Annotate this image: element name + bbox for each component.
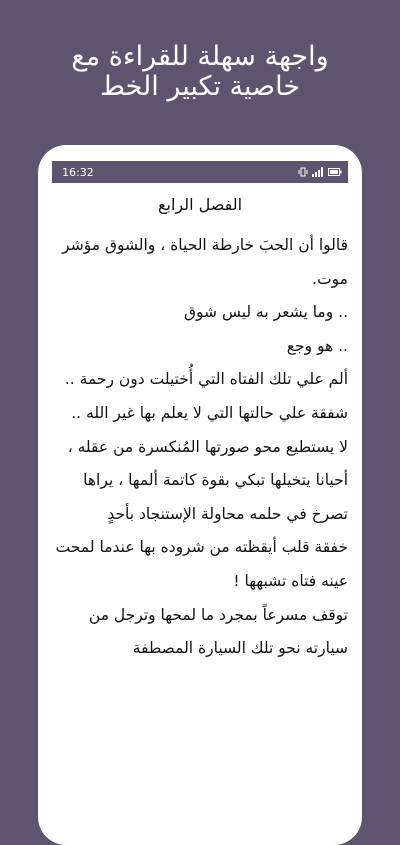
vibrate-icon (298, 167, 308, 177)
battery-icon (328, 167, 342, 177)
text-paragraph: .. وما يشعر به ليس شوق (184, 303, 348, 322)
status-icons (298, 167, 342, 177)
text-paragraph: ألم علي تلك الفتاه التي أُختيلت دون رحمة .. (64, 370, 348, 389)
chapter-title: الفصل الرابع (157, 195, 243, 214)
status-time: 16:32 (62, 165, 94, 179)
status-bar (52, 161, 348, 183)
promo-line-1: واجهة سهلة للقراءة مع (71, 41, 329, 72)
text-paragraph: توقف مسرعاً بمجرد ما لمحها وترجل من سيارته نحو تلك السيارة المصطفة (88, 605, 348, 658)
text-paragraph: .. هو وجع (286, 336, 348, 355)
phone-frame (38, 145, 362, 845)
text-paragraph: قالوا أن الحبَ خارطة الحياة ، والشوق مؤشر موت. (62, 236, 348, 288)
promo-headline (0, 42, 400, 102)
signal-icon (312, 167, 324, 177)
text-paragraph: لا يستطيع محو صورتها المُنكسرة من عقله ، أحيانا يتخيلها تبكي بقوة كاتمة ألمها ، يراها تصرخ في حلمه محاولة الإستنجاد بأحدٍ (67, 437, 348, 523)
text-paragraph: شفقة علي حالتها التي لا يعلم بها غير الله .. (71, 403, 348, 422)
promo-line-2: خاصية تكبير الخط (99, 71, 301, 102)
text-paragraph: خفقة قلب أيقظته من شروده بها عندما لمحت عينه فتاه تشبهها ! (55, 538, 348, 590)
reader-content (52, 191, 348, 666)
